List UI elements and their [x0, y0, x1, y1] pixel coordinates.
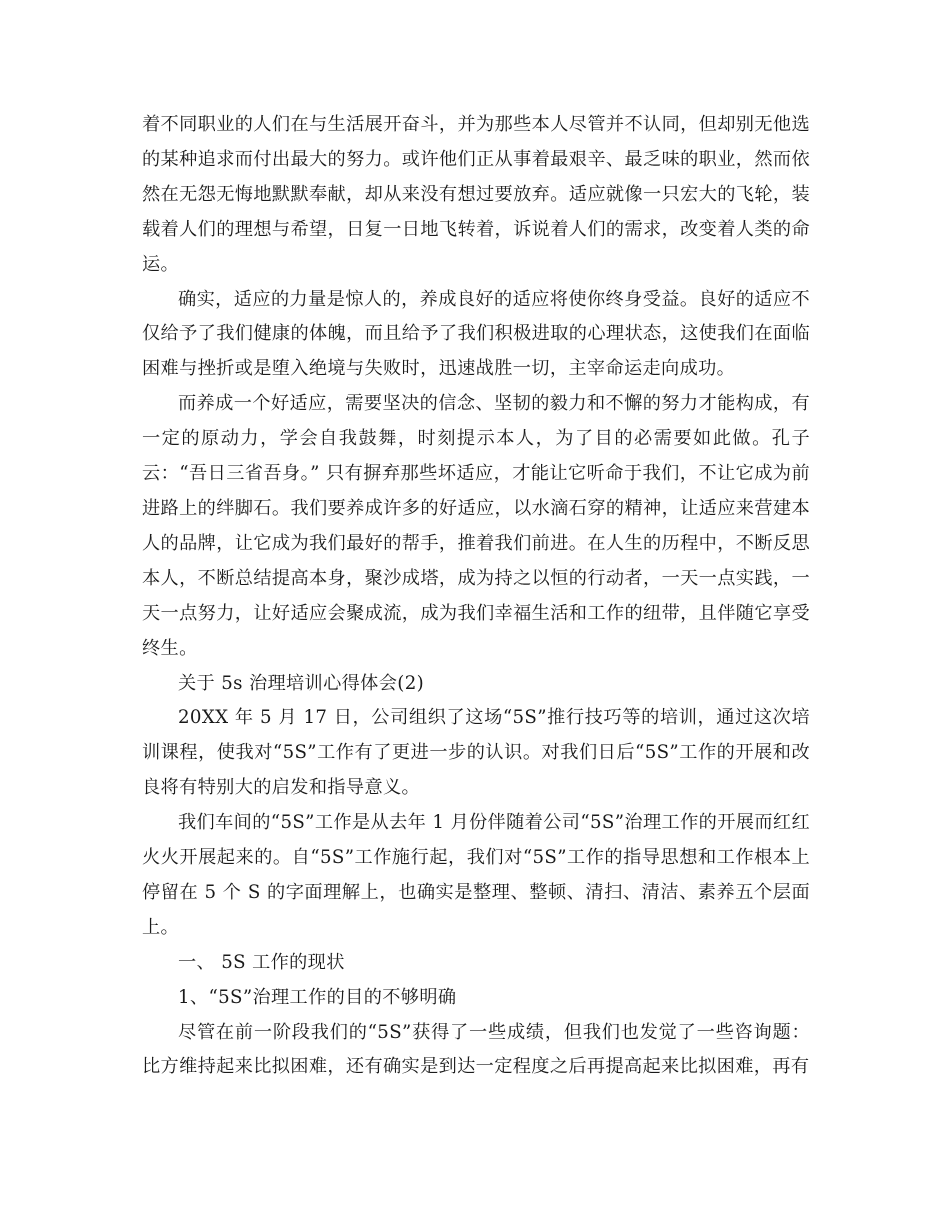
paragraph-problems: 尽管在前一阶段我们的“5S”获得了一些成绩，但我们也发觉了一些咨询题：比方维持起来比拟困难，还有确实是到达一定程度之后再提高起来比拟困难，再有	[142, 1021, 810, 1078]
heading-5s-purpose: 1、“5S”治理工作的目的不够明确	[178, 986, 457, 1008]
paragraph-power-of-habit: 确实，适应的力量是惊人的，养成良好的适应将使你终身受益。良好的适应不仅给予了我们健康的体魄，而且给予了我们积极进取的心理状态，这使我们在面临困难与挫折或是堕入绝境与失败时，迅速战胜一切，主宰命运走向成功。	[142, 288, 810, 380]
heading-5s-status: 一、 5S 工作的现状	[178, 951, 345, 973]
section-title: 关于 5s 治理培训心得体会(2)	[178, 672, 425, 694]
document-body	[142, 108, 810, 1085]
paragraph-continuation: 着不同职业的人们在与生活展开奋斗，并为那些本人尽管并不认同，但却别无他选的某种追求而付出最大的努力。或许他们正从事着最艰辛、最乏味的职业，然而依然在无怨无悔地默默奉献，却从来没有想过要放弃。适应就像一只宏大的飞轮，装载着人们的理想与希望，日复一日地飞转着，诉说着人们的需求，改变着人类的命运。	[142, 114, 810, 275]
paragraph-cultivate-habit: 而养成一个好适应，需要坚决的信念、坚韧的毅力和不懈的努力才能构成，有一定的原动力，学会自我鼓舞，时刻提示本人，为了目的必需要如此做。孔子云：“吾日三省吾身。” 只有摒弃那些坏适应，才能让它听命于我们，不让它成为前进路上的绊脚石。我们要养成许多的好适应，以水滴石穿的精神，让适应来营建本人的品牌，让它成为我们最好的帮手，推着我们前进。在人生的历程中，不断反思本人，不断总结提高本身，聚沙成塔，成为持之以恒的行动者，一天一点实践，一天一点努力，让好适应会聚成流，成为我们幸福生活和工作的纽带，且伴随它享受终生。	[142, 393, 810, 659]
paragraph-workshop: 我们车间的“5S”工作是从去年 1 月份伴随着公司“5S”治理工作的开展而红红火火开展起来的。自“5S”工作施行起，我们对“5S”工作的指导思想和工作根本上停留在 5 个 S 的字面理解上，也确实是整理、整顿、清扫、清洁、素养五个层面上。	[142, 812, 810, 938]
paragraph-training: 20XX 年 5 月 17 日，公司组织了这场“5S”推行技巧等的培训，通过这次培训课程，使我对“5S”工作有了更进一步的认识。对我们日后“5S”工作的开展和改良将有特别大的启发和指导意义。	[142, 707, 810, 799]
